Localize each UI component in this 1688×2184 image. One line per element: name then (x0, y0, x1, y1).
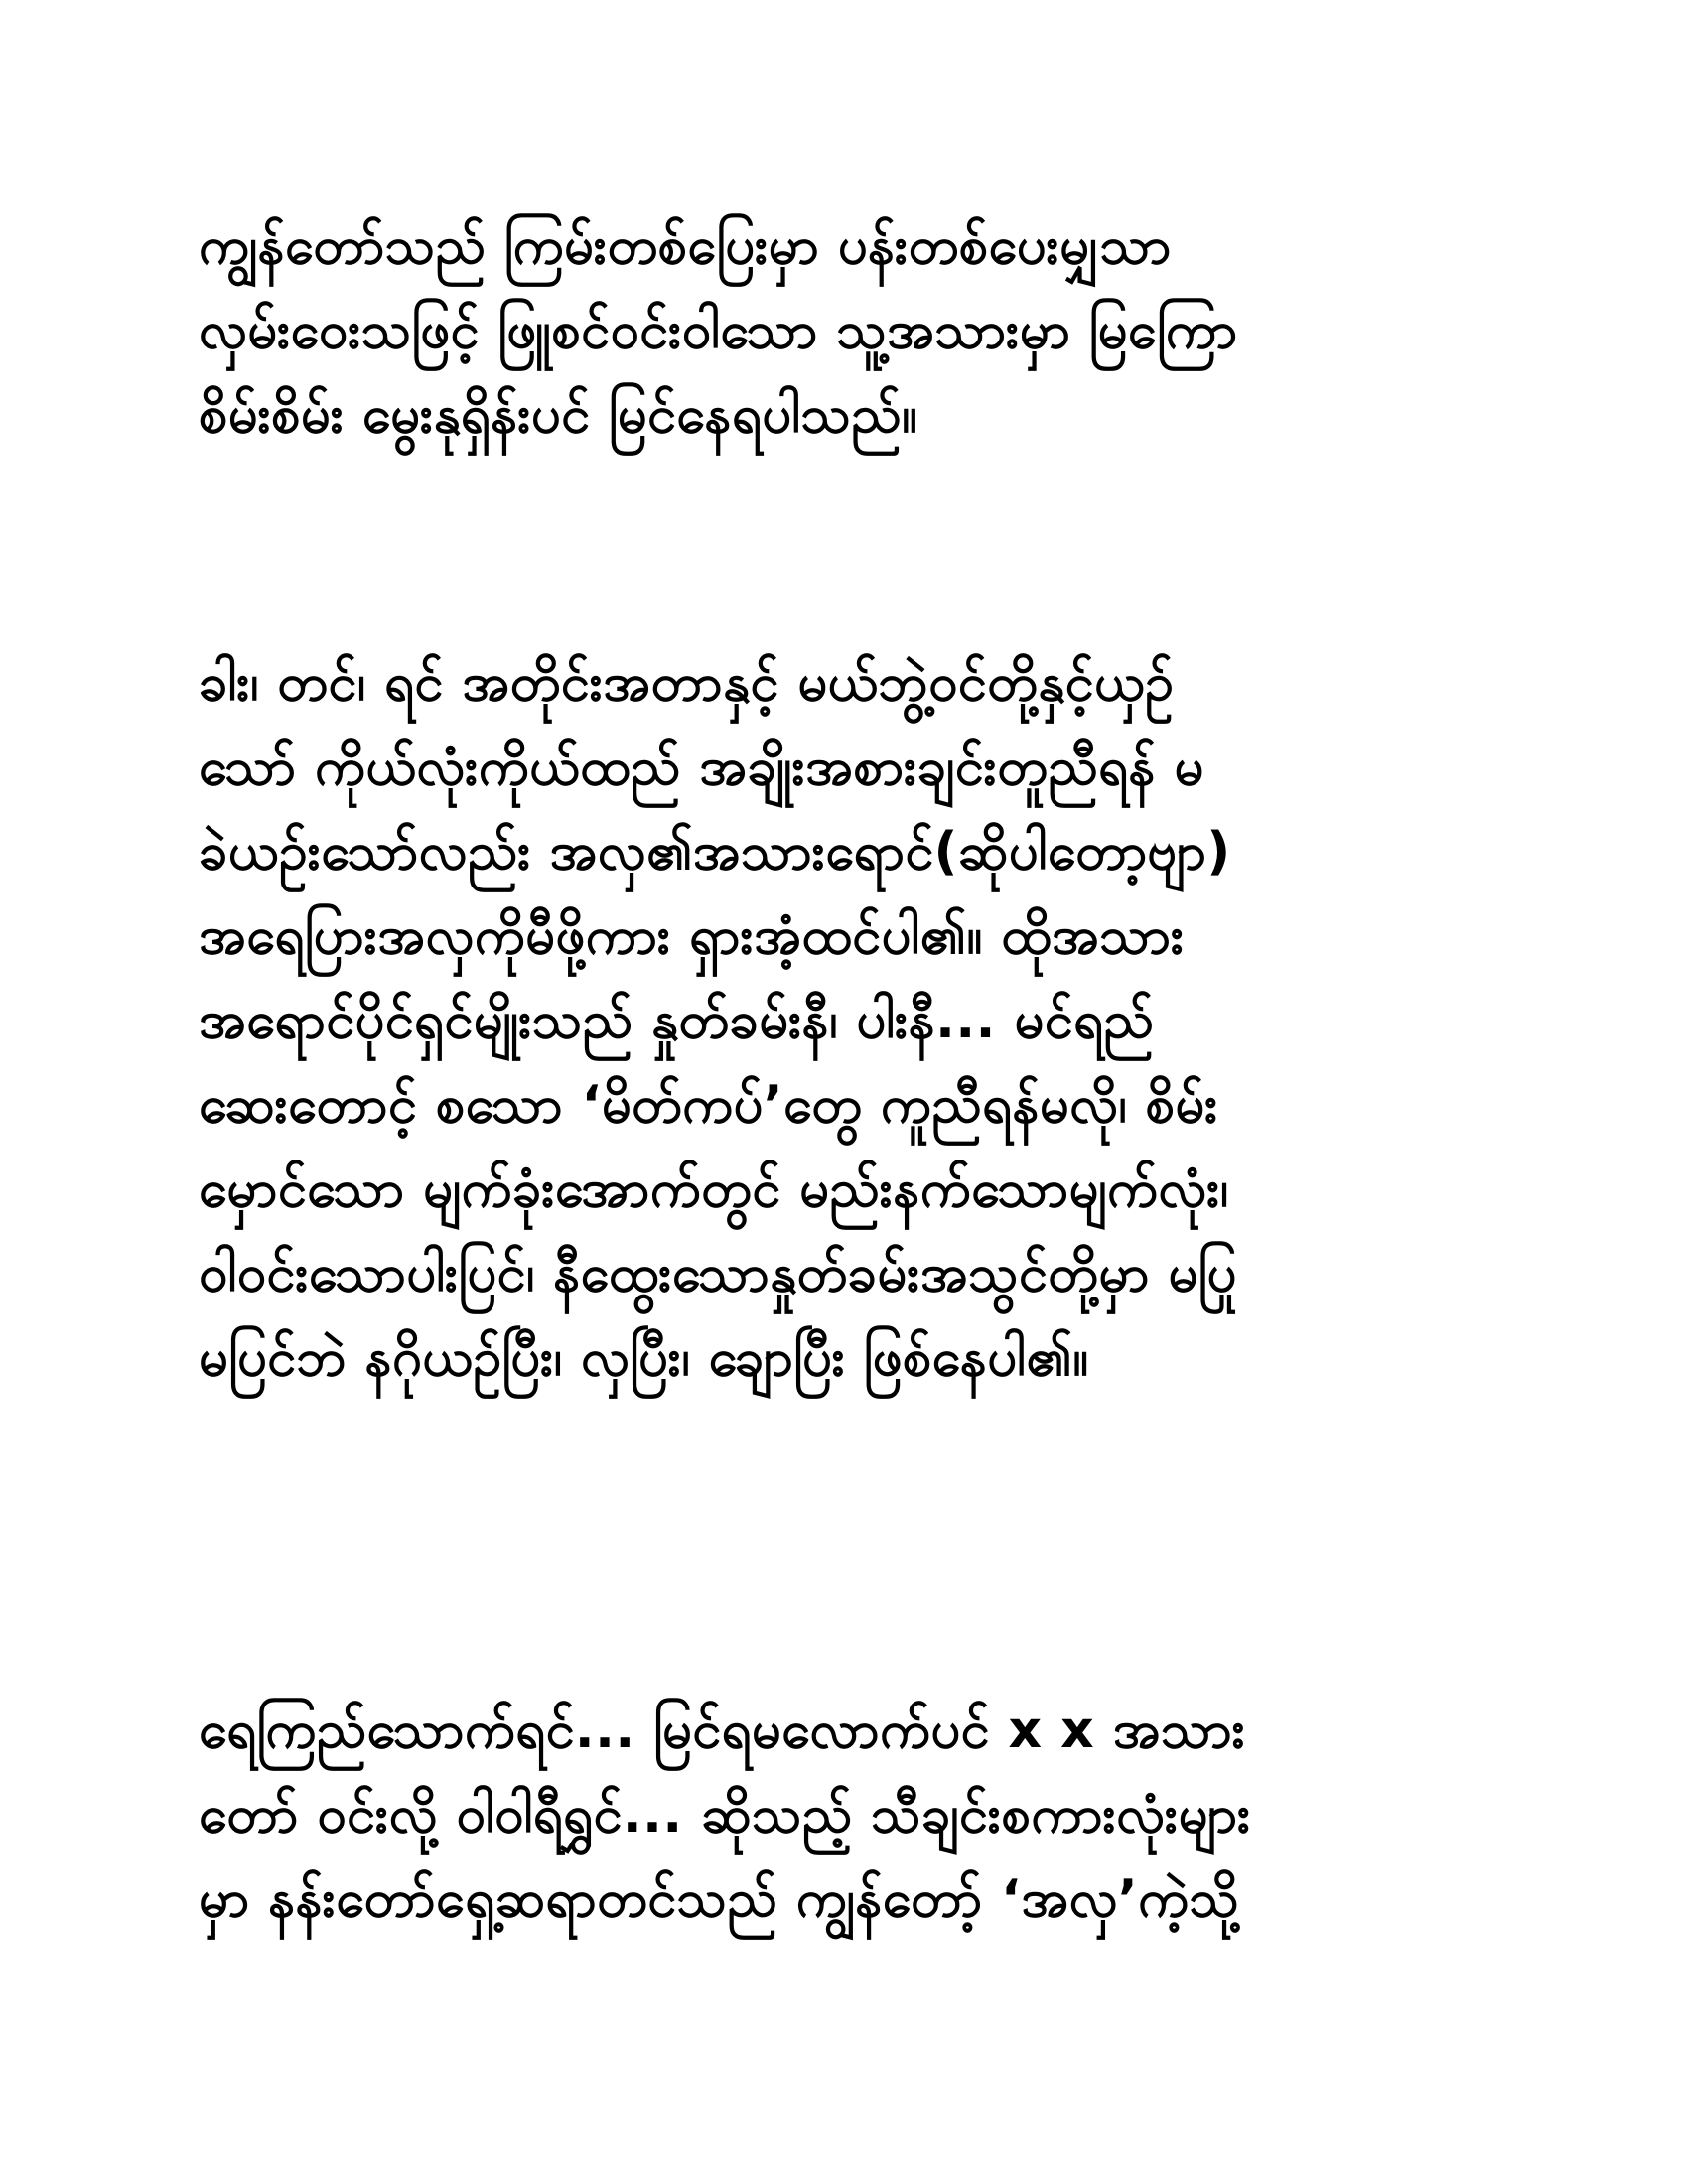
text-line: ဆေးတောင့် စသော ‘မိတ်ကပ်’တွေ ကူညီရန်မလို၊ စိမ်း (199, 1075, 1218, 1135)
text-line: မပြင်ဘဲ နဂိုယဉ်ပြီး၊ လှပြီး၊ ချောပြီး ဖြစ်နေပါ၏။ (199, 1328, 1089, 1388)
text-line: စိမ်းစိမ်း မွေးနုရှိန်းပင် မြင်နေရပါသည်။ (199, 385, 918, 445)
text-line: သော် ကိုယ်လုံးကိုယ်ထည် အချိုးအစားချင်းတူညီရန် မ (199, 738, 1204, 797)
text-line: ဝါဝင်းသောပါးပြင်၊ နီထွေးသောနှုတ်ခမ်းအသွင်တို့မှာ မပြု (199, 1244, 1237, 1303)
text-line: မှောင်သော မျက်ခုံးအောက်တွင် မည်းနက်သောမျက်လုံး၊ (199, 1160, 1229, 1219)
text-line: လှမ်းဝေးသဖြင့် ဖြူစင်ဝင်းဝါသော သူ့အသားမှာ မြကြော (199, 301, 1238, 360)
paragraph-3 (199, 1693, 1489, 1946)
text-line: အရေပြားအလှကိုမီဖို့ကား ရှားအံ့ထင်ပါ၏။ ထိုအသား (199, 906, 1185, 966)
text-line: ခါး၊ တင်၊ ရင် အတိုင်းအတာနှင့် မယ်ဘွဲ့ဝင်တို့နှင့်ယှဉ် (199, 653, 1175, 713)
text-line: တော် ဝင်းလို့ ဝါဝါရီရွှင်... ဆိုသည့် သီချင်းစကားလုံးများ (199, 1785, 1251, 1844)
text-line: ကျွန်တော်သည် ကြမ်းတစ်ပြေးမှာ ပန်းတစ်ပေးမျှသာ (199, 216, 1172, 276)
paragraph-1 (199, 208, 1489, 462)
text-line: ရေကြည်သောက်ရင်... မြင်ရမလောက်ပင် x x အသား (199, 1701, 1246, 1760)
paragraph-2 (199, 645, 1489, 1405)
text-line: ခဲယဉ်းသော်လည်း အလှ၏အသားရောင်(ဆိုပါတော့ဗျာ) (199, 822, 1231, 882)
text-line: အရောင်ပိုင်ရှင်မျိုးသည် နှုတ်ခမ်းနီ၊ ပါးနီ... မင်ရည် (199, 991, 1155, 1050)
text-line: မှာ နန်းတော်ရှေ့ဆရာတင်သည် ကျွန်တော့် ‘အလှ’ကဲ့သို့ (199, 1869, 1240, 1929)
